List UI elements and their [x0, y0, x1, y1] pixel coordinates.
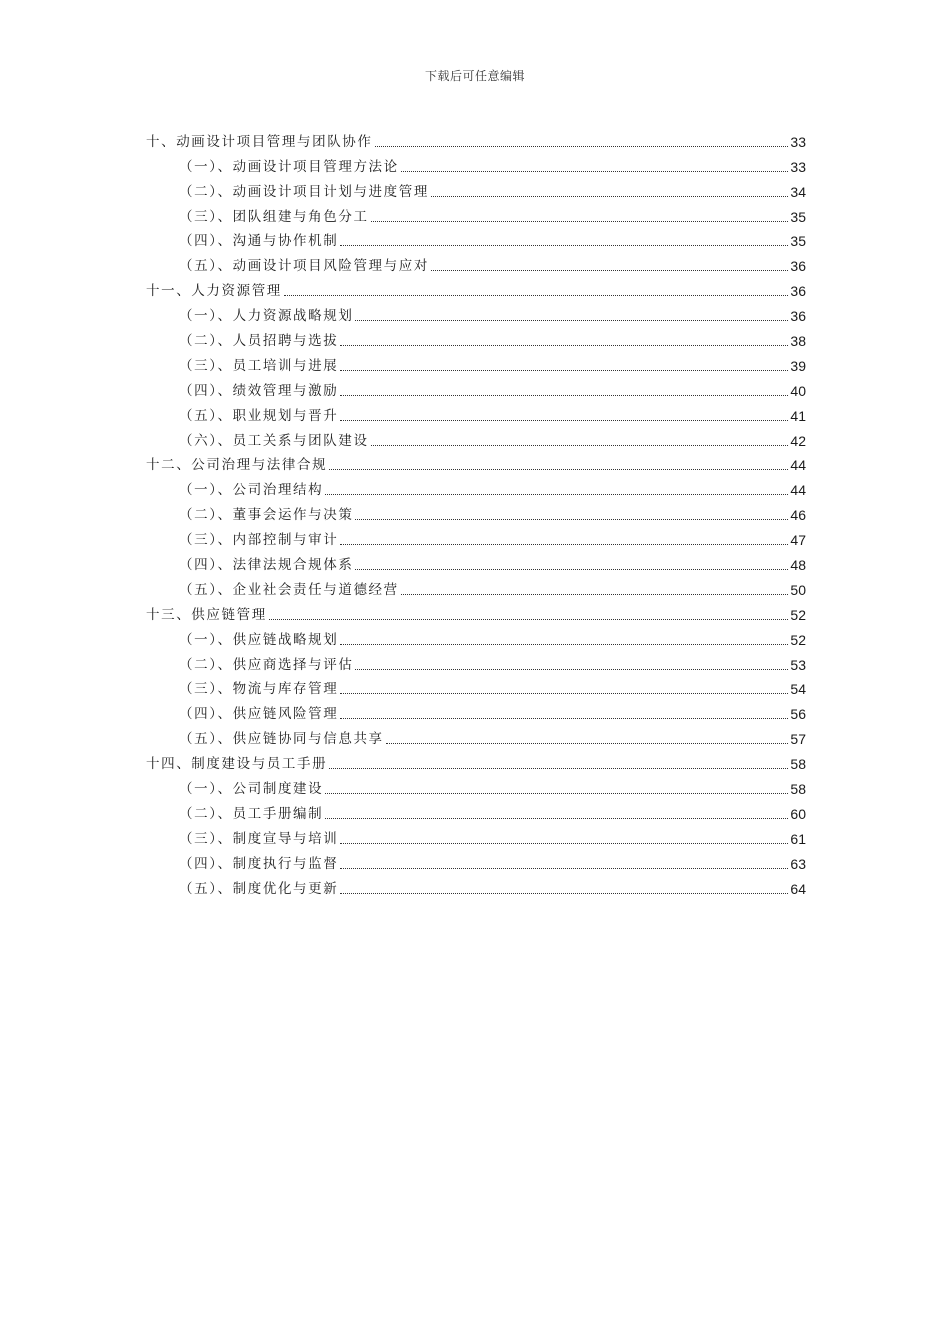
toc-entry-label: （四）、绩效管理与激励 [179, 382, 339, 399]
toc-section-entry[interactable] [146, 649, 806, 674]
toc-entry-label: （三）、内部控制与审计 [179, 532, 339, 549]
toc-page-number: 52 [790, 631, 806, 648]
toc-section-entry[interactable] [146, 798, 806, 823]
toc-dot-leader [340, 893, 788, 894]
toc-page-number: 36 [790, 258, 806, 275]
toc-section-entry[interactable] [146, 549, 806, 574]
toc-page-number: 58 [790, 781, 806, 798]
toc-dot-leader [355, 569, 788, 570]
toc-section-entry[interactable] [146, 350, 806, 375]
toc-section-entry[interactable] [146, 176, 806, 201]
toc-entry-label: （二）、员工手册编制 [179, 805, 324, 822]
toc-entry-label: （二）、动画设计项目计划与进度管理 [179, 183, 429, 200]
toc-dot-leader [355, 669, 788, 670]
toc-page-number: 60 [790, 805, 806, 822]
toc-dot-leader [325, 494, 788, 495]
toc-dot-leader [329, 469, 788, 470]
toc-section-entry[interactable] [146, 474, 806, 499]
toc-dot-leader [269, 619, 789, 620]
toc-dot-leader [329, 768, 788, 769]
toc-section-entry[interactable] [146, 201, 806, 226]
toc-page-number: 33 [790, 158, 806, 175]
toc-entry-label: 十四、制度建设与员工手册 [146, 756, 328, 773]
toc-page-number: 52 [790, 606, 806, 623]
toc-entry-label: （三）、制度宣导与培训 [179, 830, 339, 847]
toc-page-number: 46 [790, 507, 806, 524]
toc-dot-leader [401, 594, 789, 595]
toc-dot-leader [340, 843, 788, 844]
toc-section-entry[interactable] [146, 848, 806, 873]
toc-page-number: 48 [790, 557, 806, 574]
toc-dot-leader [371, 445, 789, 446]
toc-dot-leader [371, 221, 789, 222]
toc-entry-label: 十一、人力资源管理 [146, 283, 282, 300]
toc-page-number: 36 [790, 308, 806, 325]
toc-dot-leader [431, 196, 788, 197]
toc-dot-leader [401, 171, 789, 172]
toc-entry-label: （四）、法律法规合规体系 [179, 557, 354, 574]
toc-page-number: 34 [790, 183, 806, 200]
toc-page-number: 33 [790, 133, 806, 150]
toc-page-number: 36 [790, 283, 806, 300]
toc-section-entry[interactable] [146, 698, 806, 723]
toc-entry-label: （四）、供应链风险管理 [179, 706, 339, 723]
toc-section-entry[interactable] [146, 400, 806, 425]
toc-page-number: 54 [790, 681, 806, 698]
toc-page-number: 41 [790, 407, 806, 424]
toc-entry-label: （四）、制度执行与监督 [179, 855, 339, 872]
page-header-note: 下载后可任意编辑 [424, 69, 525, 83]
toc-page-number: 58 [790, 756, 806, 773]
toc-page-number: 56 [790, 706, 806, 723]
toc-page-number: 57 [790, 731, 806, 748]
toc-section-entry[interactable] [146, 499, 806, 524]
toc-page-number: 63 [790, 855, 806, 872]
toc-entry-label: （四）、沟通与协作机制 [179, 233, 339, 250]
toc-entry-label: 十三、供应链管理 [146, 606, 267, 623]
toc-section-entry[interactable] [146, 226, 806, 251]
toc-chapter-entry[interactable] [146, 599, 806, 624]
toc-entry-label: 十、动画设计项目管理与团队协作 [146, 133, 373, 150]
toc-chapter-entry[interactable] [146, 126, 806, 151]
toc-page-number: 47 [790, 532, 806, 549]
toc-entry-label: （五）、动画设计项目风险管理与应对 [179, 258, 429, 275]
toc-section-entry[interactable] [146, 375, 806, 400]
toc-page-number: 42 [790, 432, 806, 449]
toc-entry-label: （五）、企业社会责任与道德经营 [179, 581, 399, 598]
toc-entry-label: （五）、职业规划与晋升 [179, 407, 339, 424]
toc-dot-leader [340, 718, 788, 719]
table-of-contents [146, 126, 806, 898]
toc-section-entry[interactable] [146, 300, 806, 325]
toc-dot-leader [340, 370, 788, 371]
toc-chapter-entry[interactable] [146, 275, 806, 300]
toc-dot-leader [386, 743, 789, 744]
toc-section-entry[interactable] [146, 723, 806, 748]
toc-page-number: 64 [790, 880, 806, 897]
toc-page-number: 44 [790, 457, 806, 474]
toc-page-number: 35 [790, 208, 806, 225]
toc-dot-leader [340, 345, 788, 346]
toc-dot-leader [325, 818, 788, 819]
toc-entry-label: （一）、公司制度建设 [179, 781, 324, 798]
toc-dot-leader [340, 644, 788, 645]
toc-section-entry[interactable] [146, 873, 806, 898]
toc-section-entry[interactable] [146, 425, 806, 450]
toc-entry-label: （二）、董事会运作与决策 [179, 507, 354, 524]
toc-entry-label: （二）、人员招聘与选拔 [179, 333, 339, 350]
toc-dot-leader [340, 245, 788, 246]
toc-section-entry[interactable] [146, 773, 806, 798]
toc-dot-leader [431, 270, 788, 271]
toc-entry-label: （三）、员工培训与进展 [179, 357, 339, 374]
toc-page-number: 35 [790, 233, 806, 250]
toc-entry-label: 十二、公司治理与法律合规 [146, 457, 328, 474]
toc-page-number: 40 [790, 382, 806, 399]
toc-section-entry[interactable] [146, 524, 806, 549]
toc-section-entry[interactable] [146, 250, 806, 275]
toc-dot-leader [340, 693, 788, 694]
toc-entry-label: （五）、制度优化与更新 [179, 880, 339, 897]
toc-chapter-entry[interactable] [146, 450, 806, 475]
toc-entry-label: （二）、供应商选择与评估 [179, 656, 354, 673]
toc-entry-label: （五）、供应链协同与信息共享 [179, 731, 384, 748]
toc-entry-label: （一）、公司治理结构 [179, 482, 324, 499]
toc-page-number: 39 [790, 357, 806, 374]
toc-section-entry[interactable] [146, 674, 806, 699]
toc-dot-leader [340, 420, 788, 421]
toc-dot-leader [340, 544, 788, 545]
toc-section-entry[interactable] [146, 325, 806, 350]
toc-entry-label: （一）、供应链战略规划 [179, 631, 339, 648]
toc-entry-label: （一）、动画设计项目管理方法论 [179, 158, 399, 175]
toc-dot-leader [355, 519, 788, 520]
toc-entry-label: （三）、物流与库存管理 [179, 681, 339, 698]
toc-section-entry[interactable] [146, 151, 806, 176]
toc-entry-label: （六）、员工关系与团队建设 [179, 432, 369, 449]
toc-dot-leader [340, 868, 788, 869]
toc-section-entry[interactable] [146, 574, 806, 599]
toc-page-number: 61 [790, 830, 806, 847]
toc-section-entry[interactable] [146, 823, 806, 848]
toc-chapter-entry[interactable] [146, 748, 806, 773]
toc-dot-leader [375, 146, 789, 147]
toc-page-number: 50 [790, 581, 806, 598]
toc-page-number: 53 [790, 656, 806, 673]
toc-dot-leader [284, 295, 789, 296]
toc-entry-label: （三）、团队组建与角色分工 [179, 208, 369, 225]
toc-entry-label: （一）、人力资源战略规划 [179, 308, 354, 325]
toc-dot-leader [340, 395, 788, 396]
toc-section-entry[interactable] [146, 624, 806, 649]
toc-dot-leader [325, 793, 788, 794]
toc-dot-leader [355, 320, 788, 321]
toc-page-number: 44 [790, 482, 806, 499]
toc-page-number: 38 [790, 333, 806, 350]
